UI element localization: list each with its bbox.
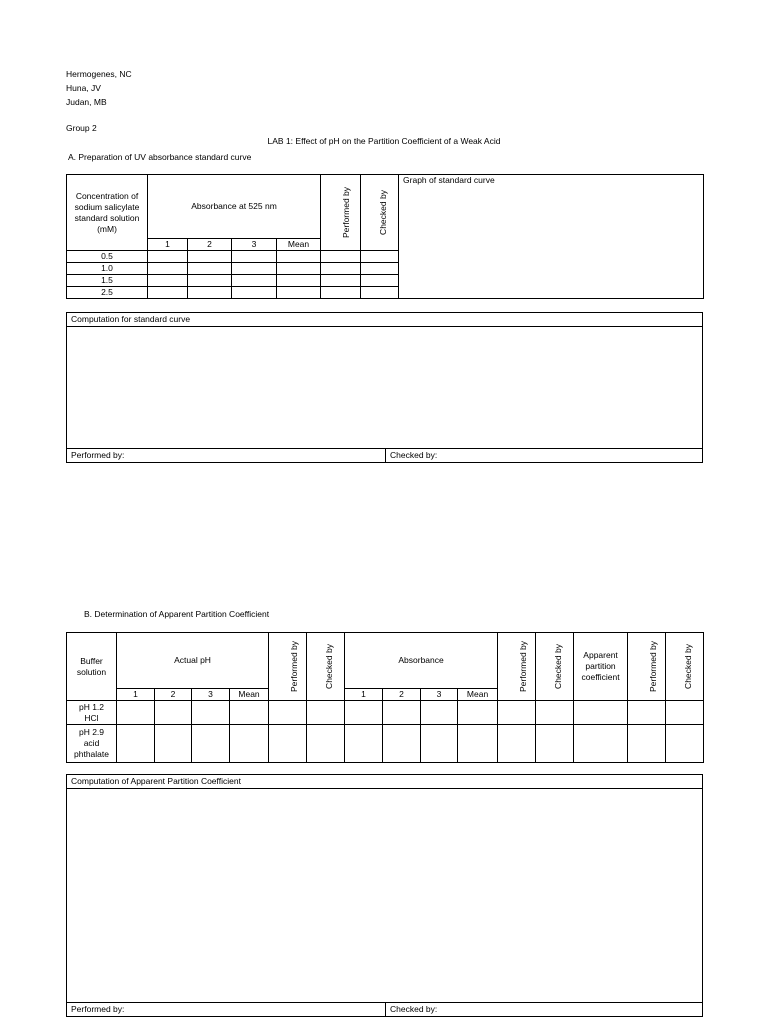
data-cell[interactable] [666,701,704,725]
computation-area[interactable] [67,326,702,449]
graph-standard-curve[interactable]: Graph of standard curve [399,175,704,299]
data-cell[interactable] [536,725,574,763]
performed-by-label: Performed by [289,640,300,693]
performed-by-header [269,633,307,701]
data-cell[interactable] [458,725,498,763]
concentration-cell: 1.5 [67,275,148,287]
data-cell[interactable] [321,263,361,275]
data-cell[interactable] [232,275,277,287]
data-cell[interactable] [117,725,155,763]
trial-header: 3 [421,689,458,701]
performed-by-header [628,633,666,701]
actual-ph-header: Actual pH [117,633,269,689]
checked-by-field[interactable]: Checked by: [390,1004,438,1014]
trial-header: 1 [117,689,155,701]
data-cell[interactable] [232,287,277,299]
data-cell[interactable] [361,287,399,299]
performed-by-header [498,633,536,701]
performed-by-label: Performed by [341,186,352,239]
data-cell[interactable] [307,701,345,725]
data-cell[interactable] [421,701,458,725]
data-cell[interactable] [269,725,307,763]
data-cell[interactable] [232,263,277,275]
computation-area[interactable] [67,788,702,1003]
data-cell[interactable] [148,251,188,263]
performed-by-field[interactable]: Performed by: [67,449,386,462]
data-cell[interactable] [574,701,628,725]
data-cell[interactable] [232,251,277,263]
checked-by-header [307,633,345,701]
data-cell[interactable] [307,725,345,763]
data-cell[interactable] [277,263,321,275]
data-cell[interactable] [148,287,188,299]
data-cell[interactable] [361,263,399,275]
table-row [67,725,704,763]
partition-coefficient-table [66,632,704,763]
buffer-cell: pH 2.9 acid phthalate [67,725,117,763]
trial-header: 3 [232,239,277,251]
data-cell[interactable] [269,701,307,725]
data-cell[interactable] [192,725,230,763]
lab-title [0,136,768,146]
data-cell[interactable] [498,701,536,725]
concentration-header: Concentration of sodium salicylate standard solution (mM) [67,175,148,251]
buffer-cell: pH 1.2 HCl [67,701,117,725]
mean-header: Mean [230,689,269,701]
signature-row [67,1002,702,1016]
concentration-cell: 1.0 [67,263,148,275]
concentration-cell: 2.5 [67,287,148,299]
absorbance-header: Absorbance at 525 nm [148,175,321,239]
data-cell[interactable] [148,263,188,275]
computation-standard-curve-box [66,312,703,463]
checked-by-label: Checked by [377,190,388,235]
data-cell[interactable] [421,725,458,763]
section-a-heading: A. Preparation of UV absorbance standard curve [68,152,252,162]
data-cell[interactable] [230,725,269,763]
data-cell[interactable] [277,251,321,263]
data-cell[interactable] [277,275,321,287]
data-cell[interactable] [383,701,421,725]
section-b-heading: B. Determination of Apparent Partition Coefficient [84,609,270,619]
performed-by-header [321,175,361,251]
mean-header: Mean [277,239,321,251]
data-cell[interactable] [188,275,232,287]
data-cell[interactable] [574,725,628,763]
data-cell[interactable] [148,275,188,287]
checked-by-label: Checked by [682,644,693,689]
data-cell[interactable] [192,701,230,725]
lab-title-text: LAB 1: Effect of pH on the Partition Coefficient of a Weak Acid [267,136,501,146]
data-cell[interactable] [188,251,232,263]
data-cell[interactable] [155,701,192,725]
data-cell[interactable] [666,725,704,763]
signature-row [67,448,702,462]
trial-header: 2 [155,689,192,701]
computation-partition-coefficient-box [66,774,703,1017]
data-cell[interactable] [188,263,232,275]
author-name: Huna, JV [66,83,101,93]
table-row [67,701,704,725]
checked-by-header [666,633,704,701]
concentration-cell: 0.5 [67,251,148,263]
data-cell[interactable] [117,701,155,725]
author-list [66,67,132,109]
performed-by-label: Performed by [648,640,659,693]
data-cell[interactable] [536,701,574,725]
buffer-header: Buffer solution [67,633,117,701]
performed-by-field[interactable]: Performed by: [67,1003,386,1016]
data-cell[interactable] [361,251,399,263]
data-cell[interactable] [321,251,361,263]
trial-header: 1 [148,239,188,251]
mean-header: Mean [458,689,498,701]
data-cell[interactable] [321,275,361,287]
checked-by-header [361,175,399,251]
computation-heading: Computation for standard curve [67,313,702,327]
performed-by-label: Performed by [518,640,529,693]
data-cell[interactable] [277,287,321,299]
checked-by-field[interactable]: Checked by: [390,450,438,460]
data-cell[interactable] [230,701,269,725]
trial-header: 2 [188,239,232,251]
data-cell[interactable] [628,725,666,763]
data-cell[interactable] [458,701,498,725]
standard-curve-table [66,174,704,299]
author-name: Hermogenes, NC [66,69,132,79]
data-cell[interactable] [361,275,399,287]
data-cell[interactable] [628,701,666,725]
data-cell[interactable] [383,725,421,763]
data-cell[interactable] [188,287,232,299]
checked-by-label: Checked by [323,644,334,689]
checked-by-header [536,633,574,701]
author-name: Judan, MB [66,97,107,107]
group-label: Group 2 [66,123,97,133]
data-cell[interactable] [345,701,383,725]
data-cell[interactable] [345,725,383,763]
trial-header: 2 [383,689,421,701]
checked-by-label: Checked by [552,644,563,689]
trial-header: 1 [345,689,383,701]
absorbance-header: Absorbance [345,633,498,689]
data-cell[interactable] [321,287,361,299]
trial-header: 3 [192,689,230,701]
computation-heading: Computation of Apparent Partition Coefficient [67,775,702,789]
data-cell[interactable] [498,725,536,763]
apparent-coefficient-header: Apparent partition coefficient [574,633,628,701]
data-cell[interactable] [155,725,192,763]
